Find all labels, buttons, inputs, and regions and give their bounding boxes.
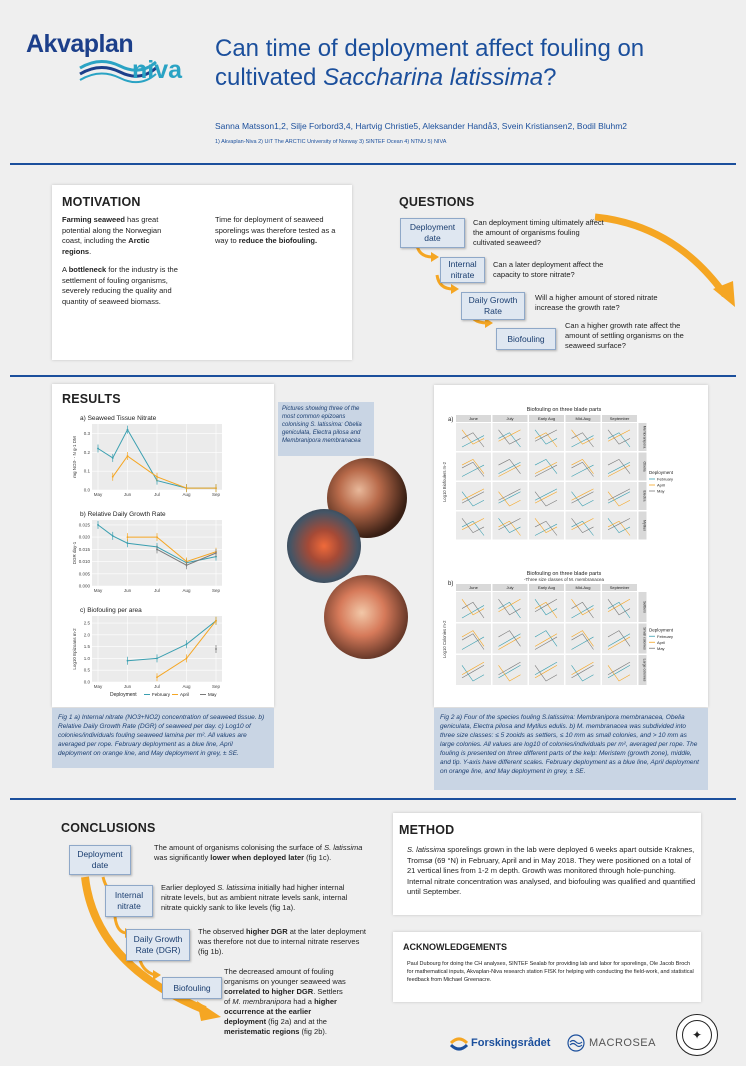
fig1-xtick: May: [93, 684, 103, 689]
conclusions-section: [55, 815, 385, 1055]
fig2-title: Biofouling on three blade parts: [526, 407, 602, 413]
fig1-point: [127, 455, 129, 457]
fig1-ytick: 2.0: [83, 632, 90, 638]
question-box-internal-nitrate: Internal nitrate: [440, 257, 485, 283]
fig1-point: [127, 429, 129, 431]
fig1-xtick: May: [93, 492, 103, 497]
fig1-xtick: Jun: [123, 588, 132, 593]
fig1-ytick: 0.025: [78, 522, 90, 528]
fig2-column-label: June: [469, 585, 478, 590]
photo-caption: Pictures showing three of the most common epizoans colonising S. latissima: Obelia geniculata, Electra pilosa and Membranipora membranacea: [282, 406, 362, 444]
fig1-point: [112, 535, 114, 537]
fig1-xtick: Sep: [211, 588, 221, 593]
section-divider-1: [10, 375, 736, 377]
fig1-xtick: Jun: [123, 684, 132, 689]
fig2-facet: [566, 592, 601, 622]
fig1-point: [97, 524, 99, 526]
motivation-p2: [62, 265, 180, 307]
question-text-1: Can deployment timing ultimately affect the amount of organisms fouling cultivated seaweed?: [473, 218, 604, 247]
conclusion-text-part: (fig 2a) and at the: [266, 1017, 327, 1026]
fig2-facet: [602, 624, 637, 654]
fig2-facet: [602, 423, 637, 451]
photo-caption-box: [278, 402, 374, 456]
fig2-row-label: Settlers: [642, 601, 647, 613]
conclusion-text-part: higher occurrence at the earlier deployment: [224, 997, 337, 1026]
macrosea-text: MACROSEA: [589, 1037, 656, 1049]
questions-section: [395, 185, 740, 360]
question-box-biofouling: Biofouling: [496, 328, 556, 350]
forskningsradet-logo: [450, 1033, 550, 1053]
question-box-daily-growth-rate: Daily Growth Rate: [461, 292, 525, 320]
fig1-legend-title: Deployment: [110, 692, 137, 698]
conclusion-box-biofouling: Biofouling: [162, 977, 222, 999]
p1-bold: Farming seaweed: [62, 215, 125, 224]
photo-electra: [287, 509, 361, 583]
fig2-legend-label: February: [657, 476, 674, 482]
fig2-facet: [529, 512, 564, 540]
fig2-legend-label: April: [657, 639, 666, 645]
fig1-chart: [52, 406, 274, 706]
poster-title: [215, 34, 715, 92]
fig2-facet: [493, 624, 528, 654]
conclusion-text-part: higher DGR: [245, 927, 288, 936]
fig2-facet: [456, 423, 491, 451]
fig2-facet: [456, 453, 491, 481]
fig1-ytick: 0.0: [83, 487, 90, 493]
fig1-ytick: 0.3: [83, 430, 90, 436]
fig1-panel-title: b) Relative Daily Growth Rate: [80, 511, 166, 518]
macrosea-logo: [566, 1033, 656, 1053]
fig1-legend-label: April: [180, 692, 190, 697]
acknowledgements-text: Paul Dubourg for doing the CH analyses, SINTEF Sealab for providing lab and labor for sporelings, Ole Jacob Broch for mathematical inputs, Akvaplan-Niva research station FISK for helping with conducting the field-work, and statistical feedback from Michael Greenacre.: [407, 961, 694, 983]
fig1-point: [156, 476, 158, 478]
fig2-facet: [566, 512, 601, 540]
conclusion-text-part: correlated to higher DGR: [224, 987, 314, 996]
fig1-point: [156, 536, 158, 538]
fig1-point: [127, 660, 129, 662]
conclusion-text-part: S. latissima: [217, 883, 256, 892]
method-body: sporelings grown in the lab were deployed 6 weeks apart outside Kraknes, Tromsø (69 °N) in February, April and in May 2018. They were positioned on a total of 21 vertical lines from 1-2 m depth. Growth was monitored through hole-punching. Internal nitrate concentration was analysed, and biofouling was qualified and quantified until September.: [407, 845, 696, 896]
fig1-point: [215, 620, 217, 622]
motivation-heading: MOTIVATION: [62, 195, 141, 209]
question-text-4: Can a higher growth rate affect the amount of settling organisms on the seaweed surface?: [565, 321, 684, 350]
fig2-facet: [602, 592, 637, 622]
fig2-column-label: Early Aug: [537, 416, 556, 421]
conclusion-text-part: . Settlers of: [224, 987, 343, 1006]
conclusion-text-part: at the later deployment was therefore not due to internal nitrate reserves (fig 1b).: [198, 927, 367, 956]
fig1-point: [186, 643, 188, 645]
fig2-row-label: Obelia: [642, 461, 647, 472]
fig2-row-label: Small colonies: [642, 627, 647, 650]
uit-seal-icon: ✦: [682, 1020, 712, 1050]
conclusion-text-part: was significantly: [154, 853, 211, 862]
fig2-legend-label: May: [657, 645, 665, 651]
fig2-facet: [493, 423, 528, 451]
fig2-facet: [529, 453, 564, 481]
conclusion-text-part: initially had higher internal nitrate levels, but as ambient nitrate levels sank, internal nitrate quickly sank to like levels (fig 1a).: [161, 883, 348, 912]
conclusion-text-part: M. membranipora: [232, 997, 292, 1006]
fig1-ytick: 0.015: [78, 546, 90, 552]
section-divider-2: [10, 798, 736, 800]
fig1-point: [215, 487, 217, 489]
motivation-col-1: [62, 215, 180, 307]
forskningsradet-text: Forskingsrådet: [471, 1037, 551, 1049]
motivation-card: [52, 185, 352, 360]
motivation-col-2: [215, 215, 343, 247]
fig2-facet: [493, 512, 528, 540]
fig1-point: [97, 448, 99, 450]
fig2-title: Biofouling on three blade parts: [526, 571, 602, 577]
question-text-2: Can a later deployment affect the capacity to store nitrate?: [493, 260, 604, 279]
fig2-card: [434, 385, 708, 707]
fig2-legend-title: Deployment: [649, 627, 674, 633]
fig1-point: [127, 536, 129, 538]
fig2-row-label: Electra: [642, 490, 647, 502]
fig1-xtick: Jul: [154, 492, 160, 497]
fig1-point: [127, 542, 129, 544]
conclusion-text-part: had a: [291, 997, 315, 1006]
acknowledgements-heading: ACKNOWLEDGEMENTS: [403, 942, 507, 952]
conclusion-box-dgr: Daily Growth Rate (DGR): [126, 929, 190, 961]
fig1-ytick: 0.010: [78, 559, 90, 565]
p2-bold: bottleneck: [68, 265, 107, 274]
fig2-legend-title: Deployment: [649, 470, 674, 475]
title-suffix: ?: [543, 64, 557, 91]
conclusion-text-2: [161, 883, 366, 913]
fig1-ylabel: DGR day-1: [72, 541, 77, 565]
fig2-row-label: Mytilus: [642, 520, 647, 531]
fig1-point: [186, 487, 188, 489]
fig1-xtick: May: [93, 588, 103, 593]
fig2-panel-label: a): [448, 417, 454, 423]
title-line-2: [215, 63, 715, 92]
conclusion-text-part: The amount of organisms colonising the surface of: [154, 843, 325, 852]
fig2-ylabel: Log10 Colonies m-2: [442, 620, 447, 658]
fig2-column-label: Mid-Aug: [575, 416, 591, 421]
logo-top-text: Akvaplan: [26, 30, 134, 58]
fig1-xtick: Aug: [182, 492, 191, 497]
conclusion-box-internal-nitrate: Internal nitrate: [105, 885, 153, 917]
fig1-xtick: Aug: [182, 588, 191, 593]
questions-heading: QUESTIONS: [399, 195, 475, 209]
fig1-caption: Fig 1 a) Internal nitrate (NO3+NO2) concentration of seaweed tissue. b) Relative Daily Growth Rate (DGR) of seaweed per day. c) Log10 of colonies/individuals fouling seaweed lamina per m². All values are averaged per rope. February deployment as a blue line, April deployment on orange line, and May deployment in grey, ± SE.: [52, 708, 274, 768]
fig2-subtitle: -Three size classes of M. membranacea: [523, 577, 605, 582]
photo-membranipora: [324, 575, 408, 659]
fig1-ytick: 0.020: [78, 534, 90, 540]
fig1-ytick: 0.1: [83, 468, 90, 474]
fig1-point: [156, 548, 158, 550]
forskningsradet-icon: [450, 1035, 468, 1051]
fig2-facet: [602, 453, 637, 481]
fig1-ytick: 1.0: [83, 655, 90, 661]
p1-bold2: Arctic regions: [62, 236, 150, 256]
fig2-legend-label: April: [657, 482, 666, 488]
p2-rest: for the industry is the settlement of fouling organisms, severely reducing the quality and quantity of seaweed biomass.: [62, 265, 178, 306]
fig1-ylabel: Log10 Epizoans m-2: [72, 628, 77, 670]
fig2-facet: [602, 512, 637, 540]
fig1-ytick: 2.5: [83, 620, 90, 626]
fig1-legend-label: February: [152, 692, 171, 697]
fig1-point: [186, 564, 188, 566]
logo: [26, 30, 191, 90]
fig1-point: [112, 457, 114, 459]
conclusion-text-1: [154, 843, 366, 863]
fig2-facet: [529, 624, 564, 654]
fig2-caption: Fig 2 a) Four of the species fouling S.latissima: Membranipora membranacea, Obelia geniculata, Electra pilosa and Mytilus edulis. b) M. membranacea was subdivided into three size classes: ≤ 5 zooids as settlers, ≤ 10 mm as small colonies, and > 10 mm as large colonies. All values are log10 of colonies/individuals per m², averaged per rope. The fouling is presented on three different parts of the kelp: Meristem (growth zone), middle, and tip. Y-axis have different scales. February deployment as a blue line, April deployment on orange line, and May deployment in grey, ± SE.: [434, 708, 708, 790]
fig1-point: [215, 648, 217, 650]
authors: Sanna Matsson1,2, Silje Forbord3,4, Hartvig Christie5, Aleksander Handå3, Svein Kristiansen2, Bodil Bluhm2: [215, 121, 627, 131]
fig1-point: [112, 476, 114, 478]
title-line-1: Can time of deployment affect fouling on: [215, 35, 645, 62]
fig2-legend-label: May: [657, 488, 665, 494]
fig1-ytick: 0.2: [83, 449, 90, 455]
fig2-column-label: July: [506, 585, 514, 590]
fig1-point: [215, 552, 217, 554]
fig2-facet: [456, 624, 491, 654]
header-divider: [10, 163, 736, 165]
conclusion-text-part: The observed: [198, 927, 246, 936]
title-prefix: cultivated: [215, 64, 324, 91]
question-box-deployment-date: Deployment date: [400, 218, 465, 248]
fig2-facet: [456, 592, 491, 622]
method-card: [393, 813, 701, 915]
fig2-facet: [566, 423, 601, 451]
fig1-panel-title: a) Seaweed Tissue Nitrate: [80, 415, 157, 422]
fig1-point: [156, 676, 158, 678]
fig2-column-label: July: [506, 416, 514, 421]
fig1-xtick: Sep: [211, 684, 221, 689]
conclusion-box-deployment-date: Deployment date: [69, 845, 131, 875]
p3-bold: reduce the biofouling.: [238, 236, 318, 245]
fig1-legend-label: May: [208, 692, 217, 697]
conclusion-text-part: meristematic regions: [224, 1027, 300, 1036]
fig2-facet: [493, 453, 528, 481]
fig2-chart: [434, 385, 708, 707]
question-text-3: Will a higher amount of stored nitrate increase the growth rate?: [535, 293, 658, 312]
fig1-xtick: Jul: [154, 588, 160, 593]
p3: Time for deployment of seaweed sporelings was therefore tested as a way to: [215, 215, 336, 245]
conclusions-heading: CONCLUSIONS: [61, 821, 156, 835]
fig1-panel-title: c) Biofouling per area: [80, 607, 142, 614]
conclusion-text-4: [224, 967, 349, 1037]
fig2-column-label: Mid-Aug: [575, 585, 591, 590]
results-card: [52, 384, 274, 707]
fig2-panel-label: b): [448, 581, 454, 587]
fig1-ytick: 1.5: [83, 644, 90, 650]
p1-rest: has great potential along the Norwegian coast, including the: [62, 215, 162, 245]
p2-pre: A: [62, 265, 69, 274]
uit-seal: [676, 1014, 718, 1056]
fig1-ytick: 0.005: [78, 571, 90, 577]
fig2-column-label: September: [609, 585, 630, 590]
fig2-column-label: June: [469, 416, 478, 421]
fig2-legend-label: February: [657, 633, 674, 639]
method-text: [407, 845, 697, 898]
fig1-xtick: Sep: [211, 492, 221, 497]
fig1-xtick: Jul: [154, 684, 160, 689]
results-heading: RESULTS: [62, 392, 121, 406]
fig2-facet: [493, 592, 528, 622]
fig1-point: [156, 658, 158, 660]
fig2-row-label: Large colonies: [642, 658, 647, 682]
motivation-p1: [62, 215, 180, 257]
fig2-facet: [456, 512, 491, 540]
fig2-column-label: Early Aug: [537, 585, 556, 590]
affiliations: 1) Akvaplan-Niva 2) UiT The ARCTIC University of Norway 3) SINTEF Ocean 4) NTNU 5) NIVA: [215, 139, 447, 145]
conclusion-text-part: S. latissima: [324, 843, 363, 852]
p1-end: .: [89, 246, 92, 256]
fig1-ytick: 0.5: [83, 667, 90, 673]
method-species: S. latissima: [407, 845, 446, 854]
conclusion-text-part: lower when deployed later: [210, 853, 305, 862]
fig1-ytick: 0.0: [83, 679, 90, 685]
fig2-facet: [566, 624, 601, 654]
fig2-facet: [529, 592, 564, 622]
fig2-column-label: September: [609, 416, 630, 421]
conclusion-text-3: [198, 927, 368, 957]
fig2-facet: [529, 423, 564, 451]
fig1-ytick: 0.000: [78, 583, 90, 589]
fig1-xtick: Jun: [123, 492, 132, 497]
fig1-ylabel: mg NO3- - N g-1 DM: [72, 436, 77, 478]
fig2-facet: [566, 453, 601, 481]
conclusion-text-part: The decreased amount of fouling organisms on younger seaweed was: [224, 967, 346, 986]
conclusion-text-part: (fig 1c).: [304, 853, 332, 862]
logo-bottom-text: niva: [132, 56, 183, 84]
title-species: Saccharina latissima: [323, 64, 544, 91]
fig1-xtick: Aug: [182, 684, 191, 689]
fig1-point: [186, 658, 188, 660]
method-heading: METHOD: [399, 823, 455, 837]
conclusion-text-part: (fig 2b).: [299, 1027, 327, 1036]
fig2-row-label: Membranipora: [642, 425, 647, 449]
acknowledgements-card: [393, 932, 701, 1002]
macrosea-icon: [566, 1034, 586, 1052]
conclusion-text-part: Earlier deployed: [161, 883, 218, 892]
fig2-ylabel: Log10 Biofoulers m-2: [442, 462, 447, 502]
